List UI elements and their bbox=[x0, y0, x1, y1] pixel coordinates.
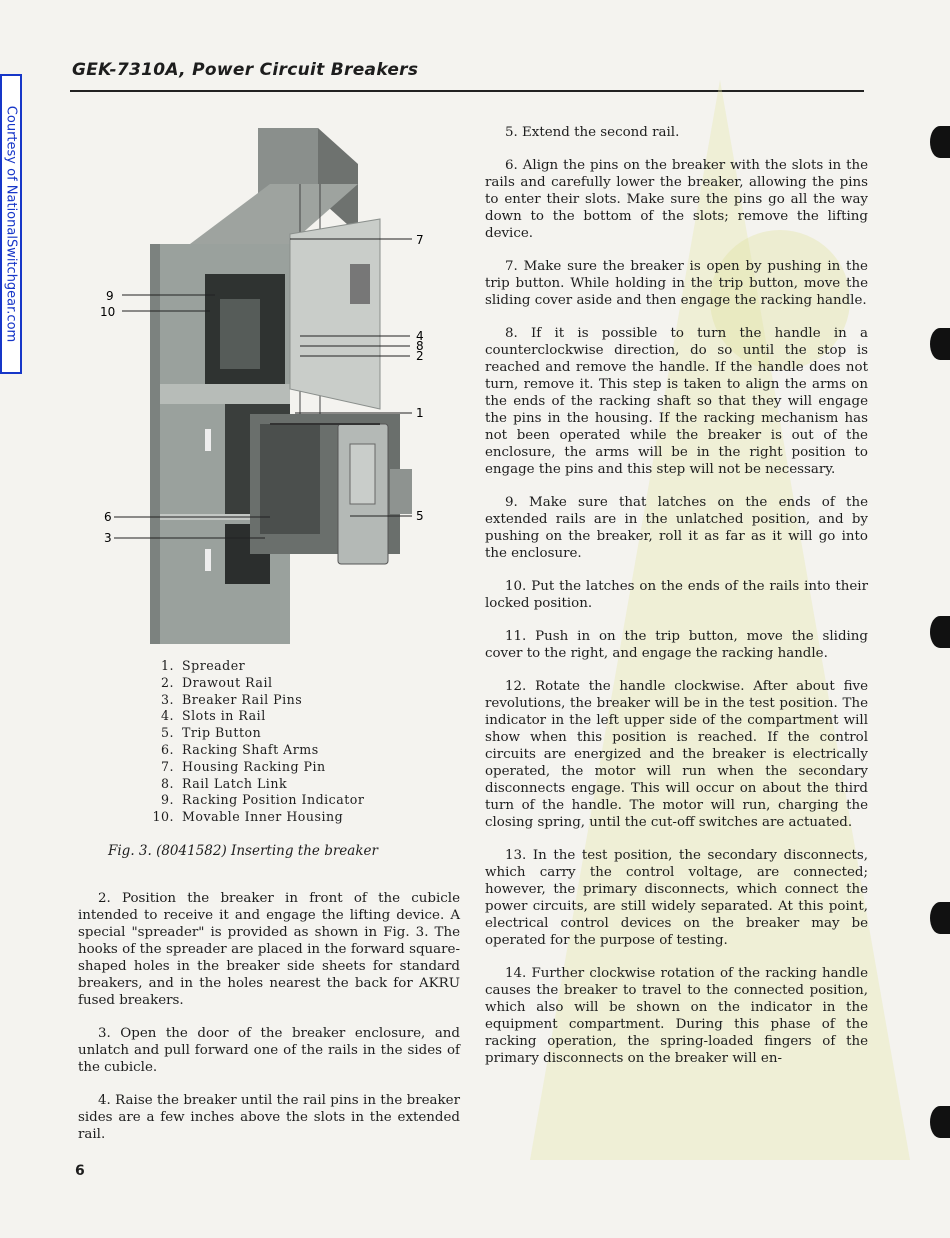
callout-3: 3 bbox=[104, 531, 112, 545]
left-column-text bbox=[78, 890, 460, 1159]
legend-item: 9. Racking Position Indicator bbox=[160, 792, 365, 808]
callout-8: 8 bbox=[416, 339, 424, 353]
legend-item: 3. Breaker Rail Pins bbox=[160, 691, 303, 707]
paragraph: 7. Make sure the breaker is open by pushing in the trip button. While holding in the trip button, move the sliding cover aside and then engage the racking handle. bbox=[485, 259, 868, 308]
callout-9: 9 bbox=[106, 289, 114, 303]
binder-hole-icon bbox=[930, 1106, 950, 1138]
callout-6: 6 bbox=[104, 510, 112, 524]
paragraph: 11. Push in on the trip button, move the sliding cover to the right, and engage the racking handle. bbox=[485, 629, 868, 661]
legend-item: 10. Movable Inner Housing bbox=[152, 809, 344, 825]
legend-item: 1. Spreader bbox=[160, 658, 246, 673]
paragraph: 8. If it is possible to turn the handle in a counterclockwise direction, do so until the stop is reached and remove the handle. If the handle does not turn, remove it. This step is taken to align the arms on the ends of the racking shaft so that they will engage the pins in the housing. If the racking mechanism has not been operated while the breaker is out of the enclosure, the arms will be in the right position to engage the pins and this step will not be necessary. bbox=[485, 326, 868, 477]
callout-7: 7 bbox=[416, 233, 424, 247]
binder-hole-icon bbox=[930, 616, 950, 648]
legend-item: 6. Racking Shaft Arms bbox=[160, 741, 319, 757]
legend-item: 4. Slots in Rail bbox=[160, 708, 266, 724]
binder-hole-icon bbox=[930, 902, 950, 934]
legend-item: 8. Rail Latch Link bbox=[160, 775, 288, 791]
paragraph: 6. Align the pins on the breaker with the slots in the rails and carefully lower the breaker, allowing the pins to enter their slots. Make sure the pins go all the way down to the bottom of the slots; remove the lifting device. bbox=[485, 158, 868, 241]
courtesy-stamp-text: Courtesy of NationalSwitchgear.com bbox=[3, 105, 19, 343]
page-number: 6 bbox=[75, 1163, 85, 1179]
legend-item: 5. Trip Button bbox=[160, 725, 262, 741]
right-column-text bbox=[485, 124, 868, 1083]
paragraph: 4. Raise the breaker until the rail pins in the breaker sides are a few inches above the slots in the extended rail. bbox=[78, 1093, 460, 1142]
paragraph: 13. In the test position, the secondary disconnects, which carry the control voltage, are connected; however, the primary disconnects, which connect the power circuits, are still widely separated. At this point, electrical control devices on the breaker may be operated for the purpose of testing. bbox=[485, 848, 868, 948]
paragraph: 14. Further clockwise rotation of the racking handle causes the breaker to travel to the connected position, which also will be shown on the indicator in the equipment compartment. During this phase of the racking operation, the spring-loaded fingers of the primary disconnects on the breaker will en- bbox=[485, 966, 868, 1066]
binder-hole-icon bbox=[930, 126, 950, 158]
paragraph: 12. Rotate the handle clockwise. After about five revolutions, the breaker will be in the test position. The indicator in the left upper side of the compartment will show when this position is reached. If the control circuits are energized and the breaker is electrically operated, the motor will run when the secondary disconnects engage. This will occur on about the third turn of the handle. The motor will run, charging the closing spring, until the cut-off switches are actuated. bbox=[485, 679, 868, 830]
callout-5: 5 bbox=[416, 509, 424, 523]
courtesy-stamp bbox=[0, 74, 22, 374]
page-header-title: GEK-7310A, Power Circuit Breakers bbox=[72, 60, 419, 80]
paragraph: 5. Extend the second rail. bbox=[505, 125, 680, 140]
binder-hole-icon bbox=[930, 328, 950, 360]
legend-item: 2. Drawout Rail bbox=[160, 674, 273, 690]
paragraph: 9. Make sure that latches on the ends of the extended rails are in the unlatched position, and by pushing on the breaker, roll it as far as it will go into the enclosure. bbox=[485, 495, 868, 561]
callout-10: 10 bbox=[100, 305, 116, 319]
callout-2: 2 bbox=[416, 349, 424, 363]
paragraph: 2. Position the breaker in front of the cubicle intended to receive it and engage the lifting device. A special "spreader" is provided as shown in Fig. 3. The hooks of the spreader are placed in the forward square-shaped holes in the breaker side sheets for standard breakers, and in the holes nearest the back for AKRU fused breakers. bbox=[78, 891, 460, 1008]
breaker-enclosure-illustration bbox=[100, 124, 440, 644]
legend-item: 7. Housing Racking Pin bbox=[160, 758, 326, 774]
callout-4: 4 bbox=[416, 329, 424, 343]
paragraph: 10. Put the latches on the ends of the rails into their locked position. bbox=[485, 579, 868, 611]
figure-legend bbox=[148, 658, 364, 826]
figure-caption: Fig. 3. (8041582) Inserting the breaker bbox=[108, 843, 378, 859]
paragraph: 3. Open the door of the breaker enclosure, and unlatch and pull forward one of the rails in the sides of the cubicle. bbox=[78, 1026, 460, 1075]
header-rule bbox=[70, 90, 864, 92]
callout-1: 1 bbox=[416, 406, 424, 420]
